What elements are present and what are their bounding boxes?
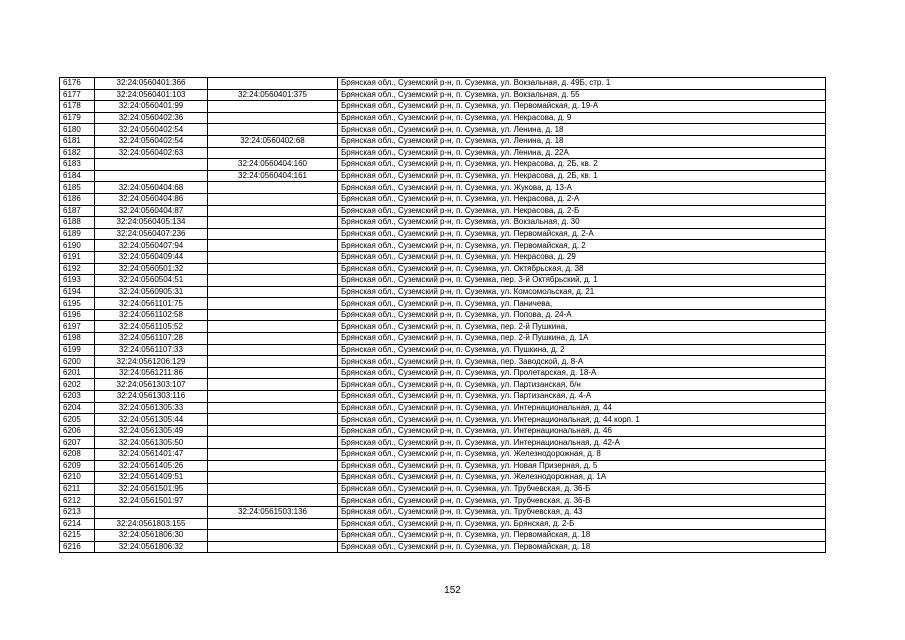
table-row [60, 124, 826, 136]
parent-cadastral-number-cell [208, 530, 338, 542]
address-cell: Брянская обл., Суземский р-н, п. Суземка, ул. Комсомольская, д. 21 [338, 286, 826, 298]
table-row [60, 449, 826, 461]
row-number-cell: 6214 [60, 518, 95, 530]
cadastral-number-cell: 32:24:0560402:63 [95, 147, 208, 159]
parent-cadastral-number-cell [208, 251, 338, 263]
parent-cadastral-number-cell [208, 472, 338, 484]
row-number-cell: 6210 [60, 472, 95, 484]
address-cell: Брянская обл., Суземский р-н, п. Суземка, ул. Некрасова, д. 2Б, кв. 1 [338, 170, 826, 182]
cadastral-number-cell: 32:24:0560402:54 [95, 124, 208, 136]
table-row [60, 182, 826, 194]
parent-cadastral-number-cell [208, 298, 338, 310]
row-number-cell: 6194 [60, 286, 95, 298]
cadastral-number-cell: 32:24:0560401:103 [95, 89, 208, 101]
address-cell: Брянская обл., Суземский р-н, п. Суземка, ул. Новая Призерная, д. 5 [338, 460, 826, 472]
row-number-cell: 6177 [60, 89, 95, 101]
table-row [60, 356, 826, 368]
table-row [60, 506, 826, 518]
row-number-cell: 6199 [60, 344, 95, 356]
address-cell: Брянская обл., Суземский р-н, п. Суземка, ул. Трубчевская, д. 43 [338, 506, 826, 518]
cadastral-number-cell: 32:24:0561305:50 [95, 437, 208, 449]
cadastral-number-cell: 32:24:0560501:32 [95, 263, 208, 275]
cadastral-number-cell: 32:24:0561806:32 [95, 541, 208, 553]
parent-cadastral-number-cell [208, 379, 338, 391]
address-cell: Брянская обл., Суземский р-н, п. Суземка, ул. Интернациональная, д. 44 [338, 402, 826, 414]
cadastral-number-cell: 32:24:0561305:44 [95, 414, 208, 426]
cadastral-number-cell: 32:24:0560404:68 [95, 182, 208, 194]
row-number-cell: 6176 [60, 78, 95, 90]
property-register-table [59, 77, 826, 553]
table-row [60, 240, 826, 252]
address-cell: Брянская обл., Суземский р-н, п. Суземка, ул. Первомайская, д. 18 [338, 541, 826, 553]
cadastral-number-cell: 32:24:0560409:44 [95, 251, 208, 263]
address-cell: Брянская обл., Суземский р-н, п. Суземка, ул. Некрасова, д. 2-Б [338, 205, 826, 217]
row-number-cell: 6216 [60, 541, 95, 553]
row-number-cell: 6200 [60, 356, 95, 368]
row-number-cell: 6198 [60, 333, 95, 345]
cadastral-number-cell: 32:24:0561409:51 [95, 472, 208, 484]
row-number-cell: 6213 [60, 506, 95, 518]
address-cell: Брянская обл., Суземский р-н, п. Суземка, ул. Паничева, [338, 298, 826, 310]
address-cell: Брянская обл., Суземский р-н, п. Суземка, ул. Партизанская, д. 4-А [338, 391, 826, 403]
parent-cadastral-number-cell [208, 228, 338, 240]
row-number-cell: 6202 [60, 379, 95, 391]
parent-cadastral-number-cell [208, 147, 338, 159]
table-row [60, 217, 826, 229]
address-cell: Брянская обл., Суземский р-н, п. Суземка, ул. Интернациональная, д. 42-А [338, 437, 826, 449]
cadastral-number-cell: 32:24:0561102:58 [95, 309, 208, 321]
cadastral-number-cell: 32:24:0560407:236 [95, 228, 208, 240]
row-number-cell: 6212 [60, 495, 95, 507]
parent-cadastral-number-cell [208, 391, 338, 403]
cadastral-number-cell: 32:24:0561305:49 [95, 425, 208, 437]
property-register-body [60, 78, 826, 553]
table-row [60, 391, 826, 403]
parent-cadastral-number-cell: 32:24:0561503:136 [208, 506, 338, 518]
address-cell: Брянская обл., Суземский р-н, п. Суземка, ул. Первомайская, д. 19-А [338, 101, 826, 113]
table-row [60, 530, 826, 542]
address-cell: Брянская обл., Суземский р-н, п. Суземка, ул. Трубчевская, д. 36-Б [338, 483, 826, 495]
cadastral-number-cell: 32:24:0561501:97 [95, 495, 208, 507]
row-number-cell: 6184 [60, 170, 95, 182]
address-cell: Брянская обл., Суземский р-н, п. Суземка, пер. Заводской, д. 8-А [338, 356, 826, 368]
address-cell: Брянская обл., Суземский р-н, п. Суземка, ул. Вокзальная, д. 55 [338, 89, 826, 101]
table-row [60, 263, 826, 275]
parent-cadastral-number-cell [208, 483, 338, 495]
table-row [60, 518, 826, 530]
table-row [60, 483, 826, 495]
parent-cadastral-number-cell [208, 437, 338, 449]
row-number-cell: 6186 [60, 193, 95, 205]
parent-cadastral-number-cell [208, 402, 338, 414]
row-number-cell: 6191 [60, 251, 95, 263]
row-number-cell: 6209 [60, 460, 95, 472]
parent-cadastral-number-cell [208, 321, 338, 333]
row-number-cell: 6192 [60, 263, 95, 275]
table-row [60, 275, 826, 287]
page-number: 152 [444, 585, 461, 596]
address-cell: Брянская обл., Суземский р-н, п. Суземка, ул. Первомайская, д. 2 [338, 240, 826, 252]
table-row [60, 460, 826, 472]
cadastral-number-cell: 32:24:0561107:33 [95, 344, 208, 356]
table-row [60, 321, 826, 333]
parent-cadastral-number-cell: 32:24:0560402:68 [208, 135, 338, 147]
cadastral-number-cell [95, 170, 208, 182]
cadastral-number-cell: 32:24:0561803:155 [95, 518, 208, 530]
address-cell: Брянская обл., Суземский р-н, п. Суземка, ул. Ленина, д. 18 [338, 135, 826, 147]
row-number-cell: 6208 [60, 449, 95, 461]
row-number-cell: 6206 [60, 425, 95, 437]
table-row [60, 425, 826, 437]
parent-cadastral-number-cell [208, 309, 338, 321]
cadastral-number-cell: 32:24:0560404:87 [95, 205, 208, 217]
cadastral-number-cell: 32:24:0560405:134 [95, 217, 208, 229]
address-cell: Брянская обл., Суземский р-н, п. Суземка, ул. Ленина, д. 22А [338, 147, 826, 159]
cadastral-number-cell: 32:24:0560404:86 [95, 193, 208, 205]
table-row [60, 205, 826, 217]
parent-cadastral-number-cell [208, 101, 338, 113]
address-cell: Брянская обл., Суземский р-н, п. Суземка, ул. Железнодорожная, д. 8 [338, 449, 826, 461]
address-cell: Брянская обл., Суземский р-н, п. Суземка, ул. Вокзальная, д. 49Б, стр. 1 [338, 78, 826, 90]
cadastral-number-cell: 32:24:0561303:107 [95, 379, 208, 391]
row-number-cell: 6179 [60, 112, 95, 124]
table-row [60, 309, 826, 321]
address-cell: Брянская обл., Суземский р-н, п. Суземка, пер. 2-й Пушкина, [338, 321, 826, 333]
parent-cadastral-number-cell [208, 263, 338, 275]
cadastral-number-cell: 32:24:0561303:116 [95, 391, 208, 403]
address-cell: Брянская обл., Суземский р-н, п. Суземка, пер. 2-й Пушкина, д. 1А [338, 333, 826, 345]
row-number-cell: 6188 [60, 217, 95, 229]
parent-cadastral-number-cell [208, 240, 338, 252]
address-cell: Брянская обл., Суземский р-н, п. Суземка, ул. Брянская, д. 2-Б [338, 518, 826, 530]
address-cell: Брянская обл., Суземский р-н, п. Суземка, ул. Интернациональная, д. 44 корп. 1 [338, 414, 826, 426]
table-row [60, 367, 826, 379]
address-cell: Брянская обл., Суземский р-н, п. Суземка, ул. Октябрьская, д. 38 [338, 263, 826, 275]
parent-cadastral-number-cell [208, 275, 338, 287]
row-number-cell: 6197 [60, 321, 95, 333]
parent-cadastral-number-cell [208, 425, 338, 437]
parent-cadastral-number-cell [208, 182, 338, 194]
table-row [60, 193, 826, 205]
row-number-cell: 6181 [60, 135, 95, 147]
address-cell: Брянская обл., Суземский р-н, п. Суземка, ул. Пролетарская, д. 18-А [338, 367, 826, 379]
table-row [60, 437, 826, 449]
address-cell: Брянская обл., Суземский р-н, п. Суземка, ул. Первомайская, д. 18 [338, 530, 826, 542]
parent-cadastral-number-cell [208, 112, 338, 124]
row-number-cell: 6207 [60, 437, 95, 449]
cadastral-number-cell: 32:24:0561401:47 [95, 449, 208, 461]
address-cell: Брянская обл., Суземский р-н, п. Суземка, ул. Некрасова, д. 9 [338, 112, 826, 124]
address-cell: Брянская обл., Суземский р-н, п. Суземка, ул. Первомайская, д. 2-А [338, 228, 826, 240]
parent-cadastral-number-cell: 32:24:0560404:161 [208, 170, 338, 182]
table-row [60, 286, 826, 298]
table-row [60, 298, 826, 310]
row-number-cell: 6182 [60, 147, 95, 159]
parent-cadastral-number-cell [208, 518, 338, 530]
address-cell: Брянская обл., Суземский р-н, п. Суземка, ул. Некрасова, д. 29 [338, 251, 826, 263]
row-number-cell: 6193 [60, 275, 95, 287]
table-row [60, 159, 826, 171]
cadastral-number-cell: 32:24:0560401:366 [95, 78, 208, 90]
table-row [60, 379, 826, 391]
parent-cadastral-number-cell [208, 217, 338, 229]
row-number-cell: 6180 [60, 124, 95, 136]
cadastral-number-cell: 32:24:0560401:99 [95, 101, 208, 113]
parent-cadastral-number-cell [208, 367, 338, 379]
row-number-cell: 6201 [60, 367, 95, 379]
table-row [60, 170, 826, 182]
table-row [60, 228, 826, 240]
address-cell: Брянская обл., Суземский р-н, п. Суземка, ул. Некрасова, д. 2Б, кв. 2 [338, 159, 826, 171]
cadastral-number-cell [95, 506, 208, 518]
table-row [60, 344, 826, 356]
address-cell: Брянская обл., Суземский р-н, п. Суземка, ул. Жукова, д. 13-А [338, 182, 826, 194]
address-cell: Брянская обл., Суземский р-н, п. Суземка, ул. Некрасова, д. 2-А [338, 193, 826, 205]
cadastral-number-cell: 32:24:0561211:86 [95, 367, 208, 379]
table-row [60, 402, 826, 414]
table-row [60, 112, 826, 124]
parent-cadastral-number-cell [208, 286, 338, 298]
table-row [60, 495, 826, 507]
address-cell: Брянская обл., Суземский р-н, п. Суземка, ул. Интернациональная, д. 46 [338, 425, 826, 437]
row-number-cell: 6190 [60, 240, 95, 252]
address-cell: Брянская обл., Суземский р-н, п. Суземка, ул. Трубчевская, д. 36-В [338, 495, 826, 507]
row-number-cell: 6204 [60, 402, 95, 414]
cadastral-number-cell: 32:24:0561105:52 [95, 321, 208, 333]
table-row [60, 541, 826, 553]
parent-cadastral-number-cell [208, 333, 338, 345]
cadastral-number-cell: 32:24:0561305:33 [95, 402, 208, 414]
address-cell: Брянская обл., Суземский р-н, п. Суземка, ул. Ленина, д. 18 [338, 124, 826, 136]
row-number-cell: 6183 [60, 159, 95, 171]
cadastral-number-cell: 32:24:0561405:26 [95, 460, 208, 472]
cadastral-number-cell: 32:24:0561806:30 [95, 530, 208, 542]
cadastral-number-cell: 32:24:0560407:94 [95, 240, 208, 252]
parent-cadastral-number-cell [208, 124, 338, 136]
address-cell: Брянская обл., Суземский р-н, п. Суземка, ул. Партизанская, б/н [338, 379, 826, 391]
row-number-cell: 6189 [60, 228, 95, 240]
parent-cadastral-number-cell [208, 344, 338, 356]
cadastral-number-cell: 32:24:0561206:129 [95, 356, 208, 368]
cadastral-number-cell: 32:24:0561101:75 [95, 298, 208, 310]
table-row [60, 101, 826, 113]
row-number-cell: 6187 [60, 205, 95, 217]
table-row [60, 78, 826, 90]
parent-cadastral-number-cell: 32:24:0560404:160 [208, 159, 338, 171]
address-cell: Брянская обл., Суземский р-н, п. Суземка, ул. Пушкина, д. 2 [338, 344, 826, 356]
cadastral-number-cell: 32:24:0560504:51 [95, 275, 208, 287]
address-cell: Брянская обл., Суземский р-н, п. Суземка, ул. Вокзальная, д. 30 [338, 217, 826, 229]
table-row [60, 251, 826, 263]
address-cell: Брянская обл., Суземский р-н, п. Суземка, ул. Железнодорожная, д. 1А [338, 472, 826, 484]
parent-cadastral-number-cell [208, 78, 338, 90]
row-number-cell: 6196 [60, 309, 95, 321]
cadastral-number-cell: 32:24:0560402:54 [95, 135, 208, 147]
parent-cadastral-number-cell [208, 193, 338, 205]
parent-cadastral-number-cell [208, 205, 338, 217]
table-row [60, 135, 826, 147]
table-row [60, 333, 826, 345]
table-row [60, 414, 826, 426]
row-number-cell: 6211 [60, 483, 95, 495]
table-row [60, 89, 826, 101]
row-number-cell: 6178 [60, 101, 95, 113]
parent-cadastral-number-cell [208, 495, 338, 507]
parent-cadastral-number-cell [208, 356, 338, 368]
row-number-cell: 6203 [60, 391, 95, 403]
table-row [60, 147, 826, 159]
cadastral-number-cell: 32:24:0561107:28 [95, 333, 208, 345]
address-cell: Брянская обл., Суземский р-н, п. Суземка, ул. Попова, д. 24-А [338, 309, 826, 321]
parent-cadastral-number-cell [208, 414, 338, 426]
table-row [60, 472, 826, 484]
row-number-cell: 6185 [60, 182, 95, 194]
cadastral-number-cell: 32:24:0561501:95 [95, 483, 208, 495]
parent-cadastral-number-cell [208, 460, 338, 472]
cadastral-number-cell: 32:24:0560905:31 [95, 286, 208, 298]
cadastral-number-cell [95, 159, 208, 171]
parent-cadastral-number-cell [208, 449, 338, 461]
row-number-cell: 6205 [60, 414, 95, 426]
row-number-cell: 6215 [60, 530, 95, 542]
address-cell: Брянская обл., Суземский р-н, п. Суземка, пер. 3-й Октябрьский, д. 1 [338, 275, 826, 287]
parent-cadastral-number-cell: 32:24:0560401:375 [208, 89, 338, 101]
parent-cadastral-number-cell [208, 541, 338, 553]
row-number-cell: 6195 [60, 298, 95, 310]
cadastral-number-cell: 32:24:0560402:36 [95, 112, 208, 124]
